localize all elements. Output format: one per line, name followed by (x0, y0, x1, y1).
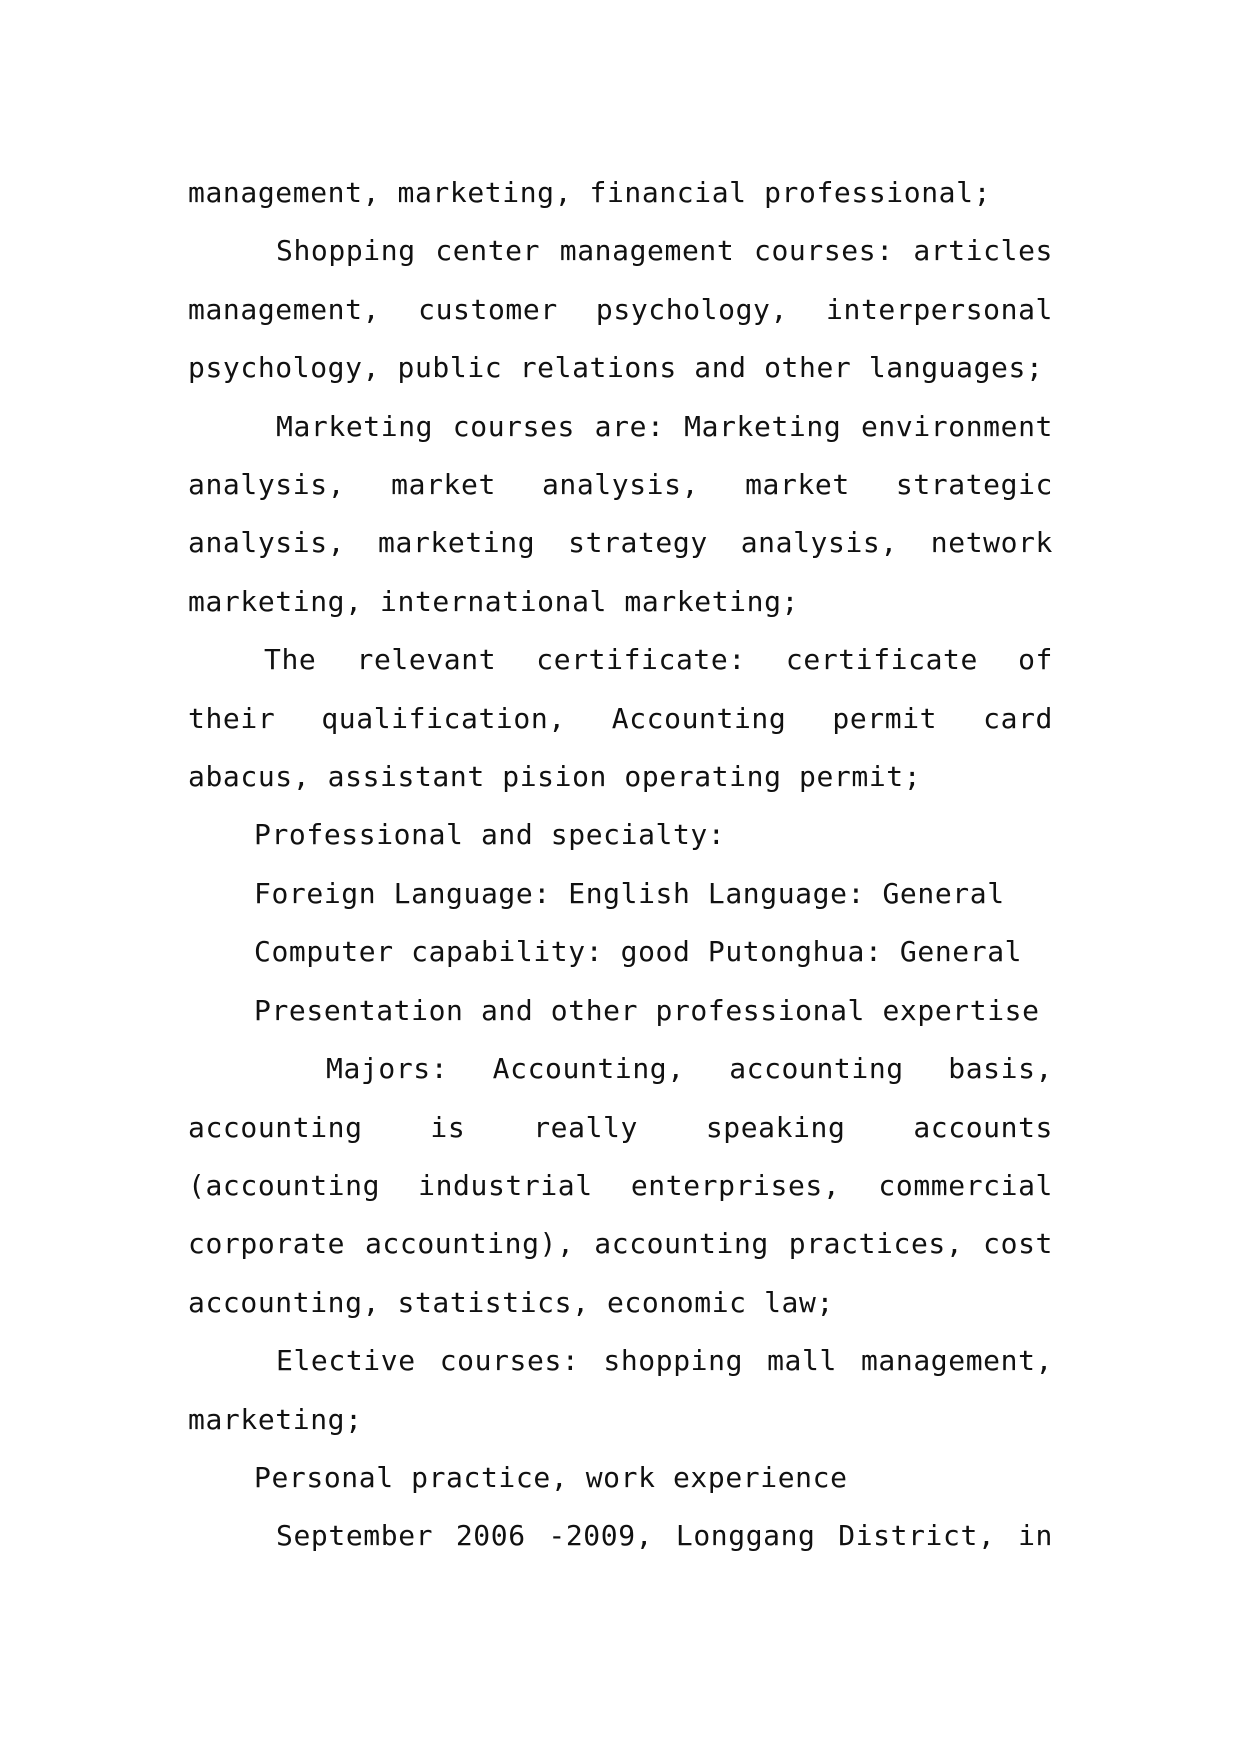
paragraph-marketing-courses: Marketing courses are: Marketing environment analysis, market analysis, market strategic analysis, marketing strategy analysis, network marketing, international marketing; (188, 409, 1053, 618)
document-body (188, 164, 1053, 1566)
paragraph-practice-experience: Personal practice, work experience (254, 1460, 848, 1494)
paragraph-majors-accounting: Majors: Accounting, accounting basis, accounting is really speaking accounts (accounting industrial enterprises, commercial corporate accounting), accounting practices, cost accounting, statistics, economic law; (188, 1052, 1053, 1319)
paragraph-shopping-center-courses: Shopping center management courses: articles management, customer psychology, interpersonal psychology, public relations and other languages; (188, 234, 1053, 385)
paragraph-professional-specialty: Professional and specialty: (254, 818, 726, 852)
paragraph-certificates: The relevant certificate: certificate of their qualification, Accounting permit card abacus, assistant pision operating permit; (188, 643, 1053, 794)
paragraph-elective-courses: Elective courses: shopping mall management, marketing; (188, 1344, 1053, 1436)
paragraph-computer-capability: Computer capability: good Putonghua: General (254, 935, 1023, 969)
paragraph-presentation-expertise: Presentation and other professional expertise (254, 993, 1040, 1027)
paragraph-foreign-language: Foreign Language: English Language: General (254, 876, 1005, 910)
paragraph-continued-majors: management, marketing, financial professional; (188, 176, 992, 209)
paragraph-september-2006: September 2006 -2009, Longgang District, in (276, 1519, 1053, 1553)
